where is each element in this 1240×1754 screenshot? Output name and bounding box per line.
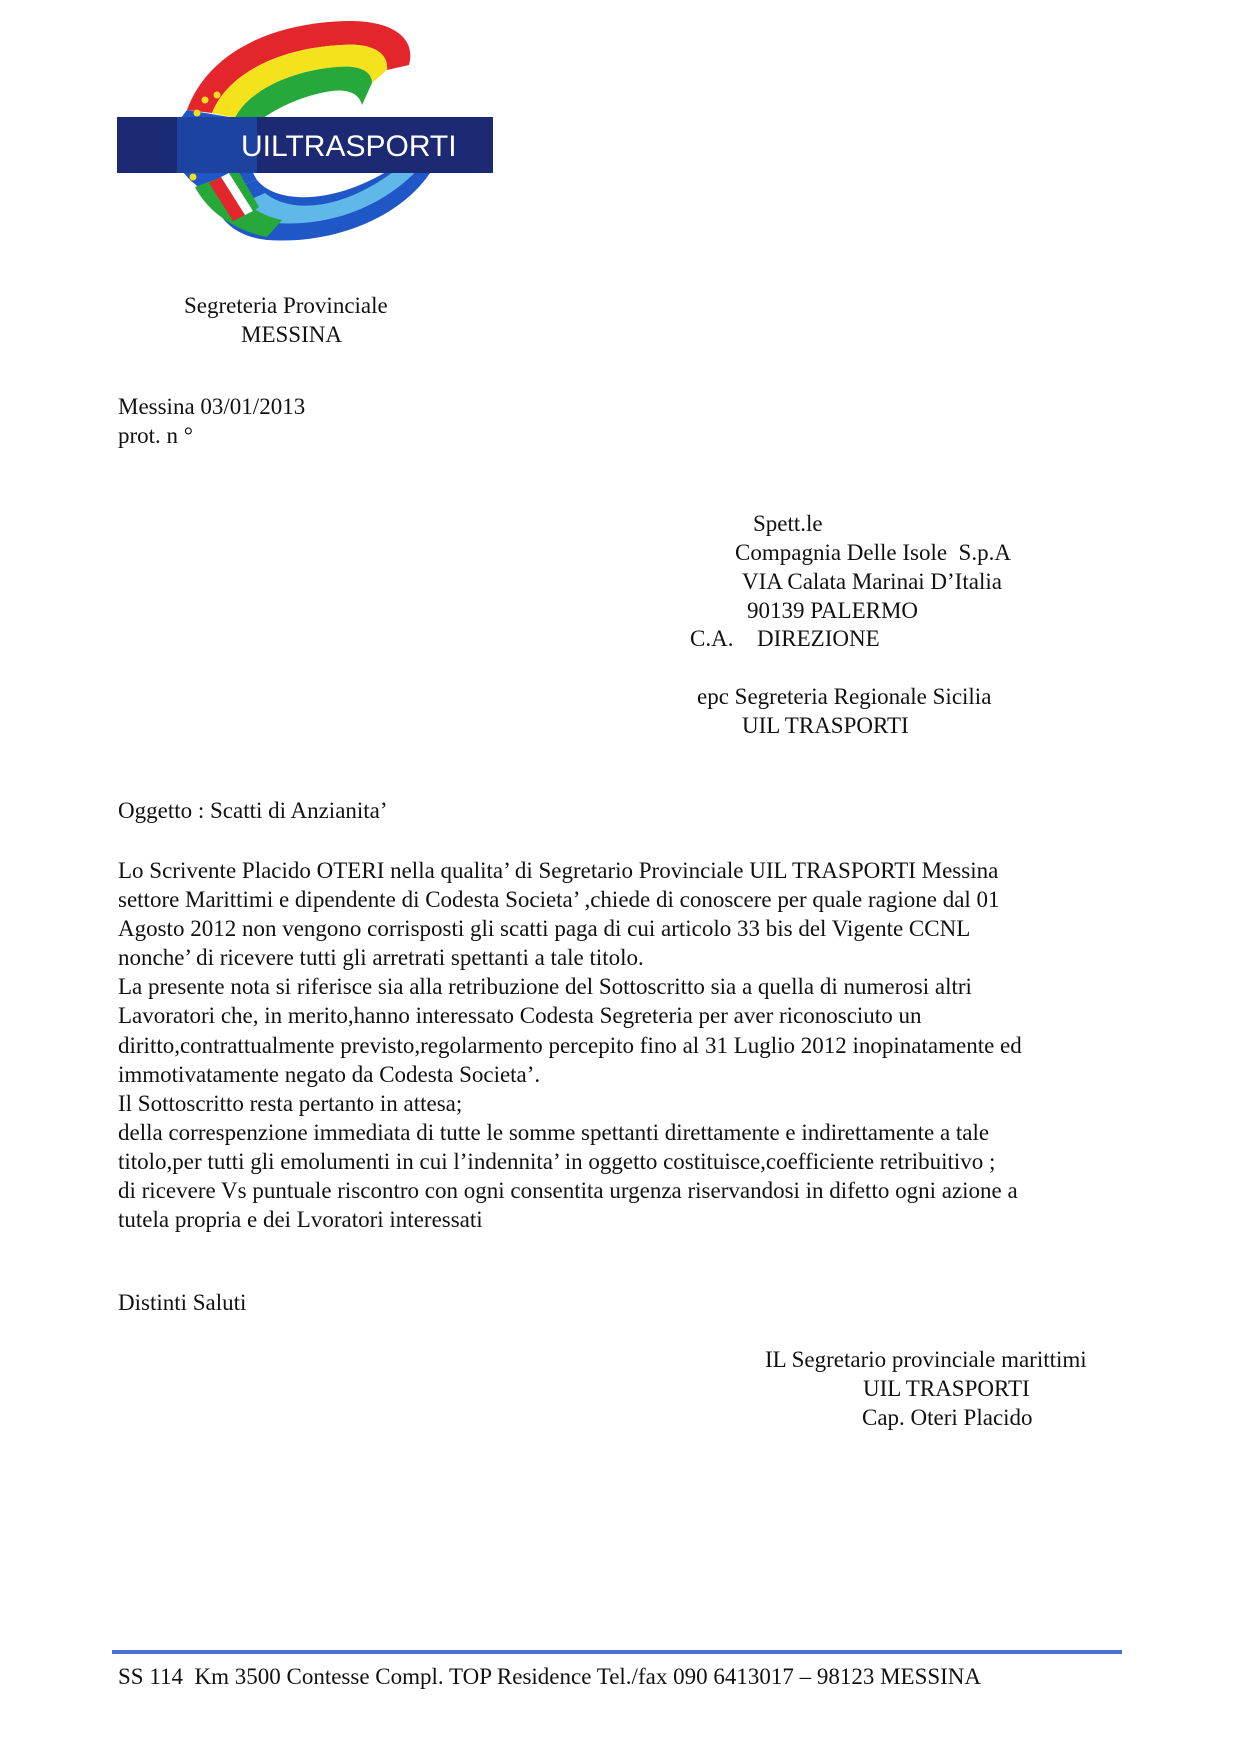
epc-line-1: epc Segreteria Regionale Sicilia [697, 684, 992, 709]
body-line: della correspenzione immediata di tutte le somme spettanti direttamente e indirettamente a tale [118, 1119, 990, 1145]
logo-text: UILTRASPORTI [241, 130, 457, 163]
letter-body [118, 856, 1128, 1234]
epc-line-2: UIL TRASPORTI [742, 713, 909, 738]
body-line: Agosto 2012 non vengono corrisposti gli scatti paga di cui articolo 33 bis del Vigente CCNL [118, 916, 971, 942]
recipient-line-1: Spett.le [753, 511, 823, 536]
recipient-line-4: 90139 PALERMO [747, 598, 919, 623]
body-line: La presente nota si riferisce sia alla retribuzione del Sottoscritto sia a quella di numerosi altri [118, 974, 972, 1000]
body-line: di ricevere Vs puntuale riscontro con ogni consentita urgenza riservandosi in difetto ogni azione a [118, 1178, 1018, 1204]
ca-value: DIREZIONE [757, 626, 880, 651]
body-line: Lo Scrivente Placido OTERI nella qualita’ di Segretario Provinciale UIL TRASPORTI Messina [118, 858, 999, 883]
protocol-line: prot. n ° [118, 423, 193, 448]
signature-line-3: Cap. Oteri Placido [862, 1405, 1033, 1430]
recipient-line-2: Compagnia Delle Isole S.p.A [735, 540, 1011, 565]
signature-line-2: UIL TRASPORTI [863, 1376, 1030, 1401]
body-line: Il Sottoscritto resta pertanto in attesa; [118, 1090, 463, 1116]
closing-line: Distinti Saluti [118, 1290, 247, 1315]
footer-address: SS 114 Km 3500 Contesse Compl. TOP Residence Tel./fax 090 6413017 – 98123 MESSINA [118, 1664, 982, 1689]
body-line: titolo,per tutti gli emolumenti in cui l’indennita’ in oggetto costituisce,coefficiente retribuitivo ; [118, 1148, 996, 1174]
body-line: nonche’ di ricevere tutti gli arretrati spettanti a tale titolo. [118, 945, 644, 971]
sender-line-1: Segreteria Provinciale [184, 293, 388, 318]
footer-divider [112, 1650, 1122, 1654]
signature-line-1: IL Segretario provinciale marittimi [765, 1347, 1087, 1372]
body-line: immotivatamente negato da Codesta Societa’. [118, 1061, 541, 1087]
body-line: Lavoratori che, in merito,hanno interessato Codesta Segreteria per aver riconosciuto un [118, 1003, 922, 1029]
uiltrasporti-logo [117, 15, 493, 247]
body-line: settore Marittimi e dipendente di Codesta Societa’ ,chiede di conoscere per quale ragione dal 01 [118, 887, 1000, 913]
body-line: tutela propria e dei Lvoratori interessati [118, 1207, 483, 1233]
sender-line-2: MESSINA [241, 322, 342, 347]
body-line: diritto,contrattualmente previsto,regolarmento percepito fino al 31 Luglio 2012 inopinatamente ed [118, 1032, 1022, 1058]
recipient-line-3: VIA Calata Marinai D’Italia [742, 569, 1002, 594]
ca-label: C.A. [690, 626, 734, 651]
date-line: Messina 03/01/2013 [118, 394, 306, 419]
subject-line: Oggetto : Scatti di Anzianita’ [118, 798, 388, 823]
